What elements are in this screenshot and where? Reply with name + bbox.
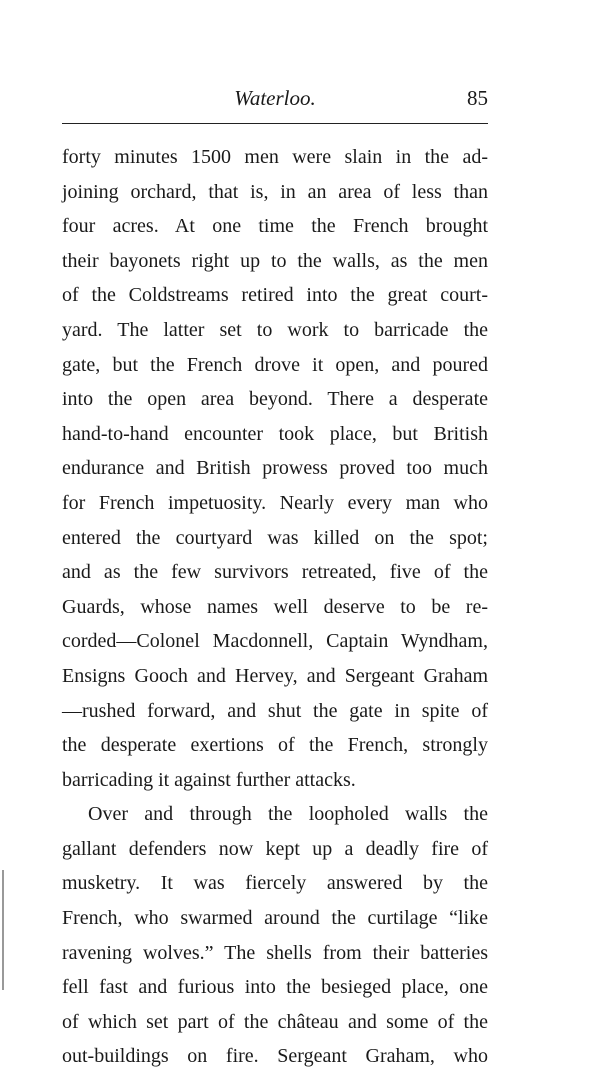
text-line: corded—Colonel Macdonnell, Captain Wyndham, — [62, 630, 488, 653]
page-edge-shadow — [2, 870, 4, 990]
text-line: French, who swarmed around the curtilage “like — [62, 907, 488, 930]
text-line: yard. The latter set to work to barricade the — [62, 318, 488, 341]
text-line: their bayonets right up to the walls, as the men — [62, 249, 488, 272]
text-line: of which set part of the château and some of the — [62, 1010, 488, 1033]
text-line: endurance and British prowess proved too much — [62, 457, 488, 480]
text-line: gate, but the French drove it open, and poured — [62, 353, 488, 376]
text-line: for French impetuosity. Nearly every man who — [62, 491, 488, 514]
text-line: —rushed forward, and shut the gate in spite of — [62, 699, 488, 722]
page-number: 85 — [467, 86, 488, 110]
text-line: into the open area beyond. There a desperate — [62, 388, 488, 411]
running-title: Waterloo. — [234, 86, 316, 110]
text-line: hand-to-hand encounter took place, but British — [62, 422, 488, 445]
text-line: ravening wolves.” The shells from their batteries — [62, 941, 488, 964]
text-line: out-buildings on fire. Sergeant Graham, who — [62, 1045, 488, 1068]
text-line: and as the few survivors retreated, five of the — [62, 561, 488, 584]
text-line: Over and through the loopholed walls the — [88, 803, 488, 826]
text-line: joining orchard, that is, in an area of less than — [62, 180, 488, 203]
body-text — [62, 140, 488, 1074]
text-line: of the Coldstreams retired into the great court- — [62, 284, 488, 307]
text-line: entered the courtyard was killed on the spot; — [62, 526, 488, 549]
text-line: barricading it against further attacks. — [62, 768, 356, 791]
page-header — [62, 80, 488, 116]
text-line: Guards, whose names well deserve to be re- — [62, 595, 488, 618]
text-line: forty minutes 1500 men were slain in the ad- — [62, 146, 488, 168]
text-line: gallant defenders now kept up a deadly fire of — [62, 837, 488, 860]
text-line: four acres. At one time the French brought — [62, 215, 488, 238]
text-line: musketry. It was fiercely answered by the — [62, 872, 488, 895]
text-line: the desperate exertions of the French, strongly — [62, 734, 488, 757]
header-rule — [62, 123, 488, 124]
text-line: Ensigns Gooch and Hervey, and Sergeant Graham — [62, 664, 488, 687]
text-line: fell fast and furious into the besieged place, one — [62, 976, 488, 999]
